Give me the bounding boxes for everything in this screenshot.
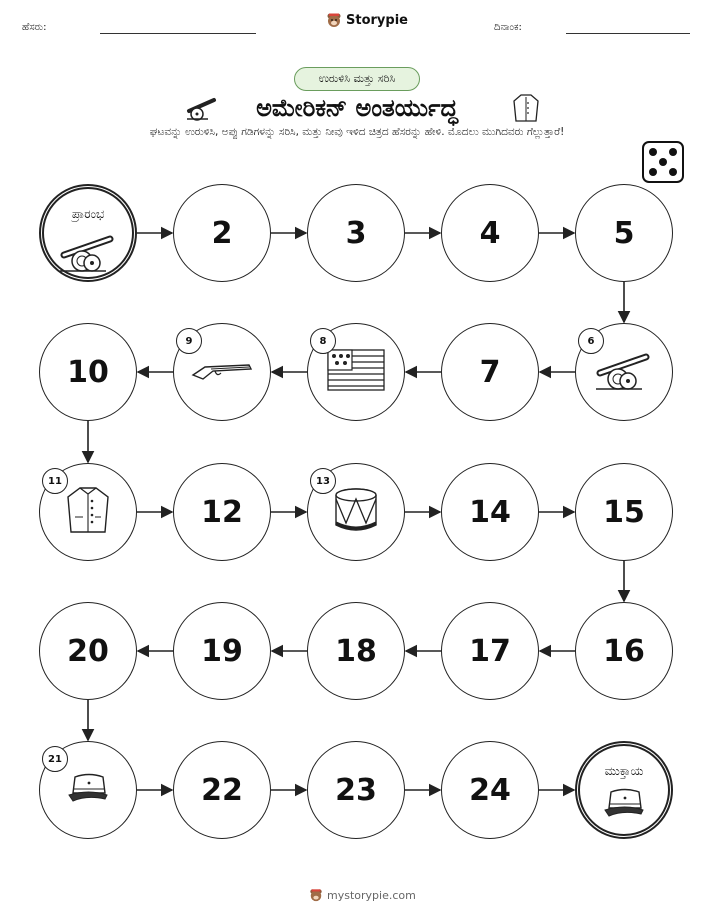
- cell-number: 14: [469, 494, 511, 530]
- cell-number: 24: [469, 772, 511, 808]
- cell-number: 12: [201, 494, 243, 530]
- date-line[interactable]: [566, 33, 690, 34]
- cannon-icon: [592, 347, 656, 397]
- board-cell-7: [441, 323, 539, 421]
- cell-number: 16: [603, 633, 645, 669]
- cell-number-badge: 6: [578, 328, 604, 354]
- bear-mascot-icon: [309, 888, 323, 902]
- game-type-pill: [294, 67, 420, 91]
- board-cell-23: [307, 741, 405, 839]
- brand-name: Storypie: [346, 12, 408, 28]
- board-cell-22: [173, 741, 271, 839]
- flag-icon: [327, 349, 385, 395]
- board-cell-15: [575, 463, 673, 561]
- cell-number: 18: [335, 633, 377, 669]
- board-cell-21: [39, 741, 137, 839]
- board-cell-20: [39, 602, 137, 700]
- instructions-text: ಘಟವನ್ನು ಉರುಳಿಸಿ, ಅಪ್ಪು ಗಡಿಗಳನ್ನು ಸರಿಸಿ, ಮತ್ತು ನೀವು ಇಳಿದ ಚಿತ್ರದ ಹೆಸರನ್ನು ಹೇಳಿ. ಮೊದಲು ಮುಗಿದವರು ಗೆಲ್ಲುತ್ತಾರೆ!: [149, 126, 565, 138]
- cell-number-badge: 9: [176, 328, 202, 354]
- cell-number: 17: [469, 633, 511, 669]
- name-label: ಹೆಸರು:: [22, 22, 47, 33]
- cannon-icon: [56, 229, 120, 279]
- musket-icon: [191, 357, 253, 387]
- board-cell-16: [575, 602, 673, 700]
- storypie-logo: [326, 12, 408, 28]
- board-cell-3: [307, 184, 405, 282]
- date-label: ದಿನಾಂಕ:: [494, 22, 522, 33]
- cell-number: 3: [345, 215, 367, 251]
- board-cell-8: [307, 323, 405, 421]
- uniform-coat-icon: [65, 485, 111, 539]
- cell-number: 5: [613, 215, 635, 251]
- board-cell-10: [39, 323, 137, 421]
- footer-site: mystorypie.com: [327, 888, 416, 902]
- board-cell-14: [441, 463, 539, 561]
- cell-number: 23: [335, 772, 377, 808]
- board-cell-24: [441, 741, 539, 839]
- board-cell-13: [307, 463, 405, 561]
- cell-number: 22: [201, 772, 243, 808]
- dice-five-icon: [642, 141, 684, 183]
- cell-number: 4: [479, 215, 501, 251]
- board-cell-11: [39, 463, 137, 561]
- start-label: ಪ್ರಾರಂಭ: [71, 207, 105, 221]
- finish-cell: [575, 741, 673, 839]
- board-cell-9: [173, 323, 271, 421]
- cell-number-badge: 21: [42, 746, 68, 772]
- cell-number: 10: [67, 354, 109, 390]
- pill-text: ಉರುಳಿಸಿ ಮತ್ತು ಸರಿಸಿ: [318, 72, 396, 85]
- cell-number: 19: [201, 633, 243, 669]
- footer: [309, 888, 416, 902]
- cell-number-badge: 11: [42, 468, 68, 494]
- board-cell-17: [441, 602, 539, 700]
- cell-number: 2: [211, 215, 233, 251]
- start-cell: [39, 184, 137, 282]
- board-cell-19: [173, 602, 271, 700]
- board-cell-4: [441, 184, 539, 282]
- cell-number: 20: [67, 633, 109, 669]
- board-cell-6: [575, 323, 673, 421]
- uniform-coat-icon: [512, 93, 540, 123]
- kepi-cap-icon: [65, 771, 111, 809]
- bear-mascot-icon: [326, 12, 342, 28]
- cell-number: 7: [479, 354, 501, 390]
- cell-number: 15: [603, 494, 645, 530]
- kepi-cap-icon: [601, 786, 647, 824]
- board-cell-12: [173, 463, 271, 561]
- drum-icon: [331, 485, 381, 539]
- cell-number-badge: 8: [310, 328, 336, 354]
- page-title: ಅಮೇರಿಕನ್ ಅಂತರ್ಯುದ್ಧ: [256, 94, 458, 122]
- board-cell-2: [173, 184, 271, 282]
- name-line[interactable]: [100, 33, 256, 34]
- board-cell-5: [575, 184, 673, 282]
- finish-label: ಮುಕ್ತಾಯ: [604, 764, 644, 778]
- board-cell-18: [307, 602, 405, 700]
- cell-number-badge: 13: [310, 468, 336, 494]
